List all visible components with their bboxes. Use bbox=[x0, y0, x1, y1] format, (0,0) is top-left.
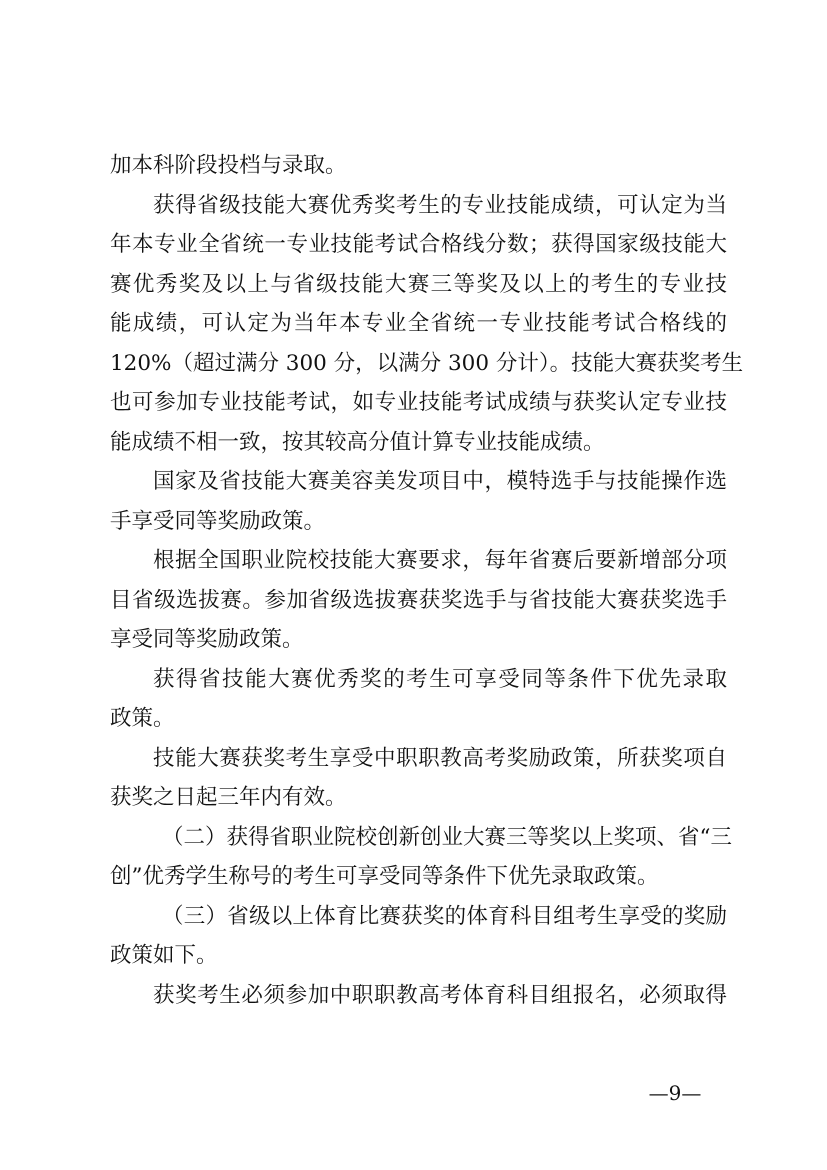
paragraph-line: 目省级选拔赛。参加省级选拔赛获奖选手与省技能大赛获奖选手 bbox=[110, 587, 727, 613]
paragraph-line: 创”优秀学生称号的考生可享受同等条件下优先录取政策。 bbox=[110, 864, 659, 889]
page-number: —9— bbox=[648, 1081, 702, 1105]
paragraph-line: 120%（超过满分 300 分，以满分 300 分计）。技能大赛获奖考生 bbox=[110, 350, 744, 376]
paragraph-line: 手享受同等奖励政策。 bbox=[110, 508, 326, 534]
paragraph-line: 国家及省技能大赛美容美发项目中，模特选手与技能操作选 bbox=[153, 469, 727, 494]
paragraph-line: （三）省级以上体育比赛获奖的体育科目组考生享受的奖励 bbox=[162, 903, 727, 929]
paragraph-line: （二）获得省职业院校创新创业大赛三等奖以上奖项、省“三 bbox=[162, 824, 732, 850]
paragraph-line: 技能大赛获奖考生享受中职职教高考奖励政策，所获奖项自 bbox=[153, 745, 727, 771]
paragraph-line: 赛优秀奖及以上与省级技能大赛三等奖及以上的考生的专业技 bbox=[110, 271, 727, 297]
paragraph-line: 获奖之日起三年内有效。 bbox=[110, 785, 347, 810]
paragraph-line: 能成绩不相一致，按其较高分值计算专业技能成绩。 bbox=[110, 429, 605, 455]
paragraph-line: 政策。 bbox=[110, 706, 175, 731]
paragraph-line: 享受同等奖励政策。 bbox=[110, 627, 304, 652]
paragraph-line: 也可参加专业技能考试，如专业技能考试成绩与获奖认定专业技 bbox=[110, 390, 727, 415]
body-text bbox=[110, 146, 744, 1015]
paragraph-line: 能成绩，可认定为当年本专业全省统一专业技能考试合格线的 bbox=[110, 311, 727, 336]
paragraph-line: 获得省级技能大赛优秀奖考生的专业技能成绩，可认定为当 bbox=[153, 192, 727, 218]
paragraph-line: 政策如下。 bbox=[110, 943, 218, 968]
paragraph-line: 加本科阶段投档与录取。 bbox=[110, 153, 347, 178]
paragraph-line: 年本专业全省统一专业技能考试合格线分数；获得国家级技能大 bbox=[110, 232, 727, 257]
paragraph-line: 获得省技能大赛优秀奖的考生可享受同等条件下优先录取 bbox=[153, 666, 727, 692]
paragraph-line: 根据全国职业院校技能大赛要求，每年省赛后要新增部分项 bbox=[153, 548, 727, 573]
paragraph-line: 获奖考生必须参加中职职教高考体育科目组报名，必须取得 bbox=[153, 982, 727, 1008]
